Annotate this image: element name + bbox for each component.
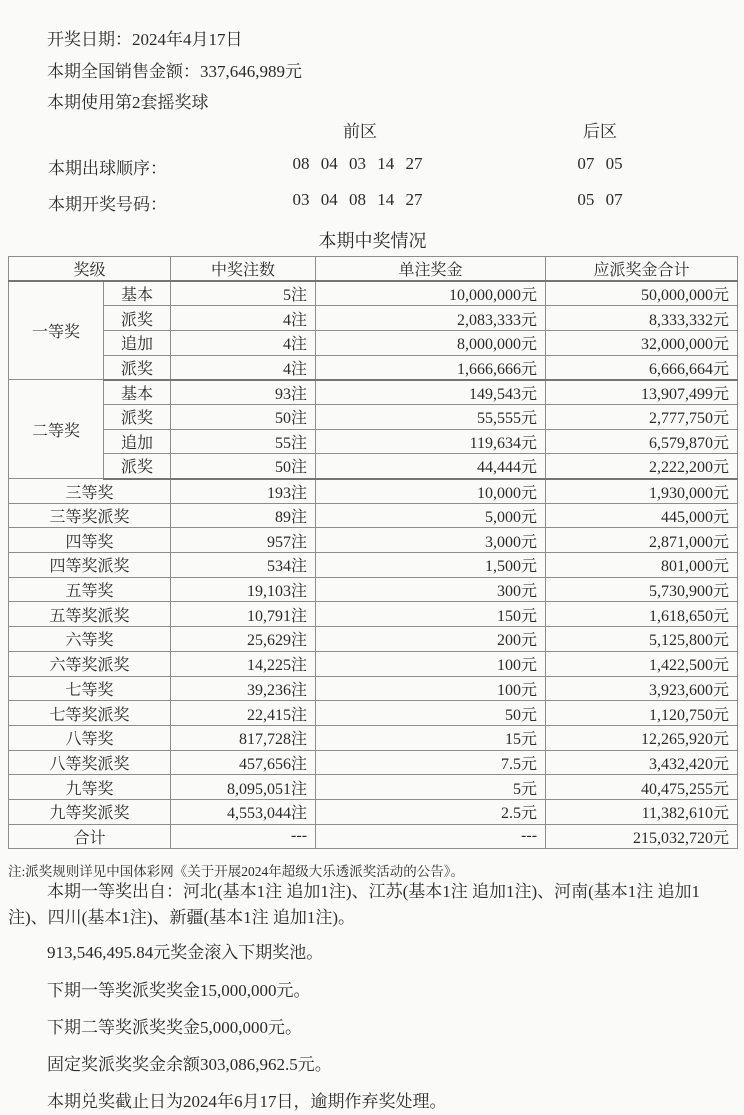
single-prize-cell: 50元	[316, 701, 546, 726]
count-cell: 4,553,044注	[171, 799, 316, 824]
prize-level-cell: 七等奖派奖	[9, 701, 171, 726]
single-prize-cell: 200元	[316, 627, 546, 652]
table-row	[9, 553, 738, 578]
count-cell: 10,791注	[171, 602, 316, 627]
prize-level-cell: 六等奖	[9, 627, 171, 652]
single-prize-cell: 149,543元	[316, 380, 546, 405]
count-cell: 25,629注	[171, 627, 316, 652]
sub-type-cell: 派奖	[104, 404, 171, 429]
single-prize-cell: 55,555元	[316, 404, 546, 429]
draw-order-back-numbers: 07 05	[577, 154, 623, 173]
single-prize-cell: ---	[316, 824, 546, 849]
total-payout-cell: 801,000元	[546, 553, 738, 578]
prize-level-cell: 一等奖	[9, 281, 104, 380]
table-header-row	[9, 257, 738, 282]
prize-level-cell: 五等奖派奖	[9, 602, 171, 627]
total-payout-cell: 1,618,650元	[546, 602, 738, 627]
prize-level-cell: 五等奖	[9, 577, 171, 602]
table-row	[9, 503, 738, 528]
total-payout-cell: 8,333,332元	[546, 306, 738, 331]
single-prize-cell: 100元	[316, 651, 546, 676]
total-payout-cell: 3,923,600元	[546, 676, 738, 701]
total-payout-cell: 3,432,420元	[546, 750, 738, 775]
prize-level-cell: 二等奖	[9, 380, 104, 479]
header-total-payout: 应派奖金合计	[546, 257, 738, 282]
single-prize-cell: 5元	[316, 775, 546, 800]
table-row-total	[9, 824, 738, 849]
total-payout-cell: 50,000,000元	[546, 281, 738, 306]
sub-type-cell: 派奖	[104, 454, 171, 479]
count-cell: 4注	[171, 355, 316, 380]
header-winning-bets: 中奖注数	[171, 257, 316, 282]
total-payout-cell: 32,000,000元	[546, 330, 738, 355]
header-prize-level: 奖级	[9, 257, 171, 282]
total-payout-cell: 445,000元	[546, 503, 738, 528]
single-prize-cell: 10,000元	[316, 479, 546, 504]
sub-type-cell: 派奖	[104, 355, 171, 380]
prize-level-cell: 七等奖	[9, 676, 171, 701]
total-payout-cell: 5,730,900元	[546, 577, 738, 602]
draw-order-front-numbers: 08 04 03 14 27	[292, 154, 423, 173]
count-cell: 14,225注	[171, 651, 316, 676]
prize-table-title: 本期中奖情况	[318, 231, 427, 251]
table-row	[9, 775, 738, 800]
count-cell: 22,415注	[171, 701, 316, 726]
prize-level-cell: 九等奖	[9, 775, 171, 800]
single-prize-cell: 300元	[316, 577, 546, 602]
prize-level-cell: 八等奖派奖	[9, 750, 171, 775]
winning-numbers-front: 03 04 08 14 27	[292, 190, 423, 209]
count-cell: 4注	[171, 306, 316, 331]
single-prize-cell: 44,444元	[316, 454, 546, 479]
prize-level-cell: 三等奖派奖	[9, 503, 171, 528]
sub-type-cell: 派奖	[104, 306, 171, 331]
table-row	[9, 528, 738, 553]
table-row	[9, 281, 738, 306]
table-row	[9, 651, 738, 676]
prize-level-cell: 四等奖	[9, 528, 171, 553]
winning-numbers-label: 本期开奖号码：	[48, 195, 167, 214]
table-row	[9, 676, 738, 701]
table-row	[9, 750, 738, 775]
total-payout-cell: 13,907,499元	[546, 380, 738, 405]
back-zone-label: 后区	[583, 122, 617, 141]
ball-set-line: 本期使用第2套摇奖球	[47, 93, 209, 112]
table-row	[9, 799, 738, 824]
total-payout-cell: 6,666,664元	[546, 355, 738, 380]
count-cell: 50注	[171, 454, 316, 479]
count-cell: ---	[171, 824, 316, 849]
table-row	[9, 627, 738, 652]
table-row	[9, 404, 738, 429]
total-payout-cell: 215,032,720元	[546, 824, 738, 849]
count-cell: 4注	[171, 330, 316, 355]
sales-amount-line: 本期全国销售金额：337,646,989元	[47, 62, 302, 81]
total-payout-cell: 6,579,870元	[546, 429, 738, 454]
table-row	[9, 577, 738, 602]
prize-level-cell: 合计	[9, 824, 171, 849]
single-prize-cell: 119,634元	[316, 429, 546, 454]
total-payout-cell: 1,120,750元	[546, 701, 738, 726]
paragraph-first-prize-origin: 本期一等奖出自：河北(基本1注 追加1注)、江苏(基本1注 追加1注)、河南(基本1注 追加1注)、四川(基本1注)、新疆(基本1注 追加1注)。	[8, 882, 701, 927]
single-prize-cell: 8,000,000元	[316, 330, 546, 355]
single-prize-cell: 3,000元	[316, 528, 546, 553]
count-cell: 19,103注	[171, 577, 316, 602]
sub-type-cell: 追加	[104, 330, 171, 355]
paragraph-next-first-prize: 下期一等奖派奖奖金15,000,000元。	[47, 981, 311, 1000]
count-cell: 534注	[171, 553, 316, 578]
table-row	[9, 330, 738, 355]
winning-numbers-back: 05 07	[577, 190, 623, 209]
paragraph-fixed-prize-balance: 固定奖派奖奖金余额303,086,962.5元。	[47, 1055, 332, 1074]
total-payout-cell: 2,222,200元	[546, 454, 738, 479]
count-cell: 55注	[171, 429, 316, 454]
prize-level-cell: 六等奖派奖	[9, 651, 171, 676]
sub-type-cell: 基本	[104, 380, 171, 405]
total-payout-cell: 40,475,255元	[546, 775, 738, 800]
table-row	[9, 429, 738, 454]
header-single-prize: 单注奖金	[316, 257, 546, 282]
draw-order-label: 本期出球顺序：	[48, 159, 167, 178]
table-row	[9, 701, 738, 726]
count-cell: 193注	[171, 479, 316, 504]
total-payout-cell: 1,930,000元	[546, 479, 738, 504]
total-payout-cell: 2,871,000元	[546, 528, 738, 553]
count-cell: 89注	[171, 503, 316, 528]
single-prize-cell: 10,000,000元	[316, 281, 546, 306]
single-prize-cell: 150元	[316, 602, 546, 627]
count-cell: 957注	[171, 528, 316, 553]
paragraph-next-second-prize: 下期二等奖派奖奖金5,000,000元。	[47, 1018, 302, 1037]
count-cell: 93注	[171, 380, 316, 405]
count-cell: 8,095,051注	[171, 775, 316, 800]
total-payout-cell: 11,382,610元	[546, 799, 738, 824]
single-prize-cell: 7.5元	[316, 750, 546, 775]
table-row	[9, 479, 738, 504]
sub-type-cell: 追加	[104, 429, 171, 454]
total-payout-cell: 12,265,920元	[546, 725, 738, 750]
count-cell: 50注	[171, 404, 316, 429]
total-payout-cell: 5,125,800元	[546, 627, 738, 652]
prize-level-cell: 三等奖	[9, 479, 171, 504]
paragraph-rollover: 913,546,495.84元奖金滚入下期奖池。	[47, 943, 324, 962]
draw-date-line: 开奖日期：2024年4月17日	[47, 30, 243, 49]
single-prize-cell: 2.5元	[316, 799, 546, 824]
table-row	[9, 602, 738, 627]
total-payout-cell: 2,777,750元	[546, 404, 738, 429]
total-payout-cell: 1,422,500元	[546, 651, 738, 676]
prize-table	[8, 256, 738, 849]
table-row	[9, 725, 738, 750]
front-zone-label: 前区	[343, 122, 377, 141]
single-prize-cell: 2,083,333元	[316, 306, 546, 331]
single-prize-cell: 1,500元	[316, 553, 546, 578]
sub-type-cell: 基本	[104, 281, 171, 306]
table-row	[9, 355, 738, 380]
table-row	[9, 306, 738, 331]
count-cell: 457,656注	[171, 750, 316, 775]
count-cell: 39,236注	[171, 676, 316, 701]
count-cell: 817,728注	[171, 725, 316, 750]
single-prize-cell: 100元	[316, 676, 546, 701]
prize-level-cell: 四等奖派奖	[9, 553, 171, 578]
count-cell: 5注	[171, 281, 316, 306]
footnote: 注:派奖规则详见中国体彩网《关于开展2024年超级大乐透派奖活动的公告》。	[8, 864, 464, 879]
single-prize-cell: 1,666,666元	[316, 355, 546, 380]
prize-level-cell: 九等奖派奖	[9, 799, 171, 824]
prize-level-cell: 八等奖	[9, 725, 171, 750]
single-prize-cell: 15元	[316, 725, 546, 750]
single-prize-cell: 5,000元	[316, 503, 546, 528]
table-row	[9, 380, 738, 405]
table-row	[9, 454, 738, 479]
paragraph-claim-deadline: 本期兑奖截止日为2024年6月17日，逾期作弃奖处理。	[47, 1092, 447, 1111]
